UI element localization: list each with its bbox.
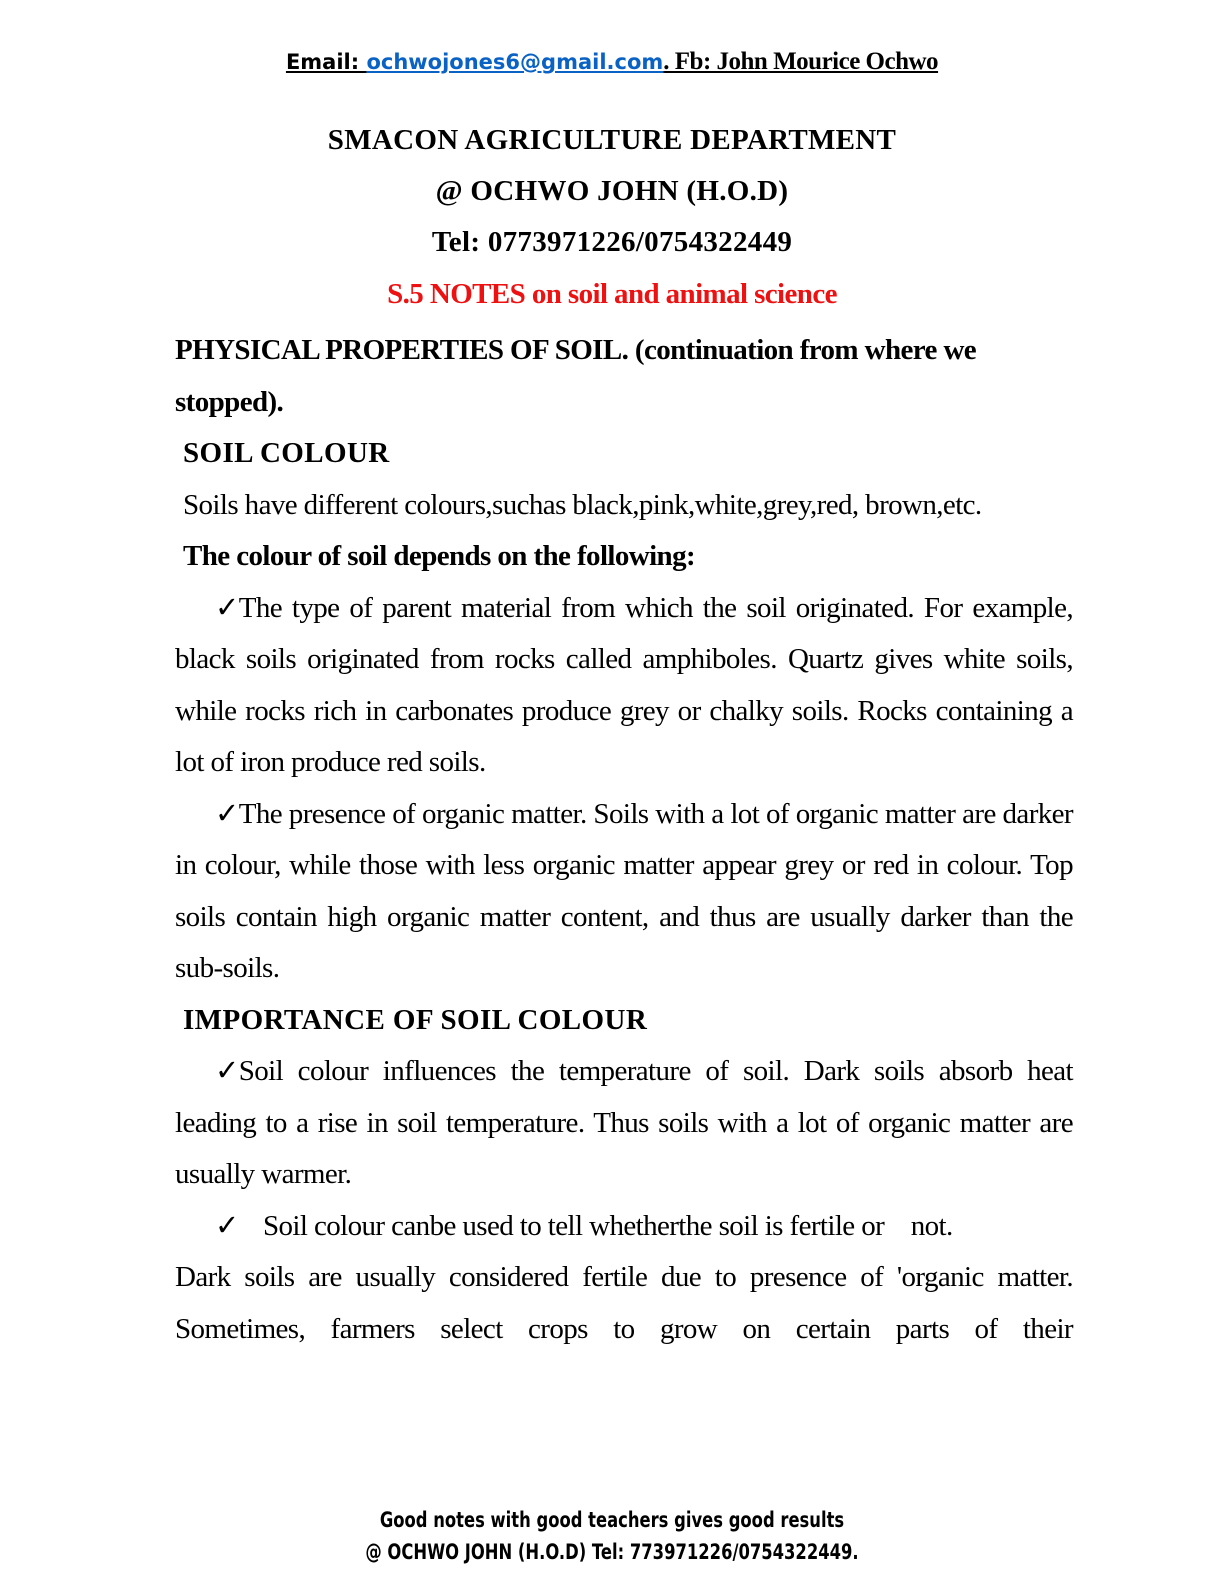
checkmark-icon: ✓	[215, 1209, 239, 1242]
main-heading: PHYSICAL PROPERTIES OF SOIL. (continuation from where we stopped).	[175, 334, 977, 418]
telephone-line: Tel: 0773971226/0754322449	[431, 226, 793, 258]
importance-heading: IMPORTANCE OF SOIL COLOUR	[183, 1003, 648, 1036]
checkmark-icon: ✓	[215, 591, 239, 624]
checkmark-icon: ✓	[215, 1055, 239, 1087]
contact-header	[0, 46, 1224, 76]
bullet-text: The type of parent material from which the soil originated. For example, black soils originated from rocks called amphiboles. Quartz gives white soils, while rocks rich in carbonates produce grey or chalky soils. Rocks containing a lot of iron produce red soils.	[175, 591, 1073, 778]
bullet-point	[175, 1046, 1073, 1201]
bullet-point	[175, 583, 1073, 789]
document-body	[175, 325, 1073, 1355]
checkmark-icon: ✓	[215, 797, 239, 830]
bullet-text: Soil colour influences the temperature of soil. Dark soils absorb heat leading to a rise in soil temperature. Thus soils with a lot of organic matter are usually warmer.	[175, 1055, 1073, 1190]
bullet-continuation: Dark soils are usually considered fertile due to presence of 'organic matter. Sometimes, farmers select crops to grow on certain parts of their	[175, 1261, 1073, 1345]
bullet-text: The presence of organic matter. Soils with a lot of organic matter are darker in colour, while those with less organic matter appear grey or red in colour. Top soils contain high organic matter content, and thus are usually darker than the sub-soils.	[175, 797, 1073, 984]
footer-slogan: Good notes with good teachers gives good results	[379, 1508, 845, 1532]
soil-colour-intro: Soils have different colours,suchas black,pink,white,grey,red, brown,etc.	[183, 488, 982, 521]
footer-contact: @ OCHWO JOHN (H.O.D) Tel: 773971226/0754322449.	[365, 1540, 859, 1564]
email-link[interactable]: ochwojones6@gmail.com	[366, 50, 664, 74]
depends-heading: The colour of soil depends on the following:	[183, 540, 696, 572]
facebook-contact: . Fb: John Mourice Ochwo	[663, 48, 939, 75]
bullet-point	[175, 1201, 1073, 1253]
bullet-point	[175, 789, 1073, 995]
email-label: Email:	[285, 50, 367, 74]
notes-title: S.5 NOTES on soil and animal science	[387, 278, 837, 310]
bullet-text: Soil colour canbe used to tell whetherthe soil is fertile or not.	[263, 1209, 953, 1242]
soil-colour-heading: SOIL COLOUR	[183, 437, 390, 469]
department-title: SMACON AGRICULTURE DEPARTMENT	[327, 124, 897, 156]
hod-line: @ OCHWO JOHN (H.O.D)	[435, 175, 789, 207]
